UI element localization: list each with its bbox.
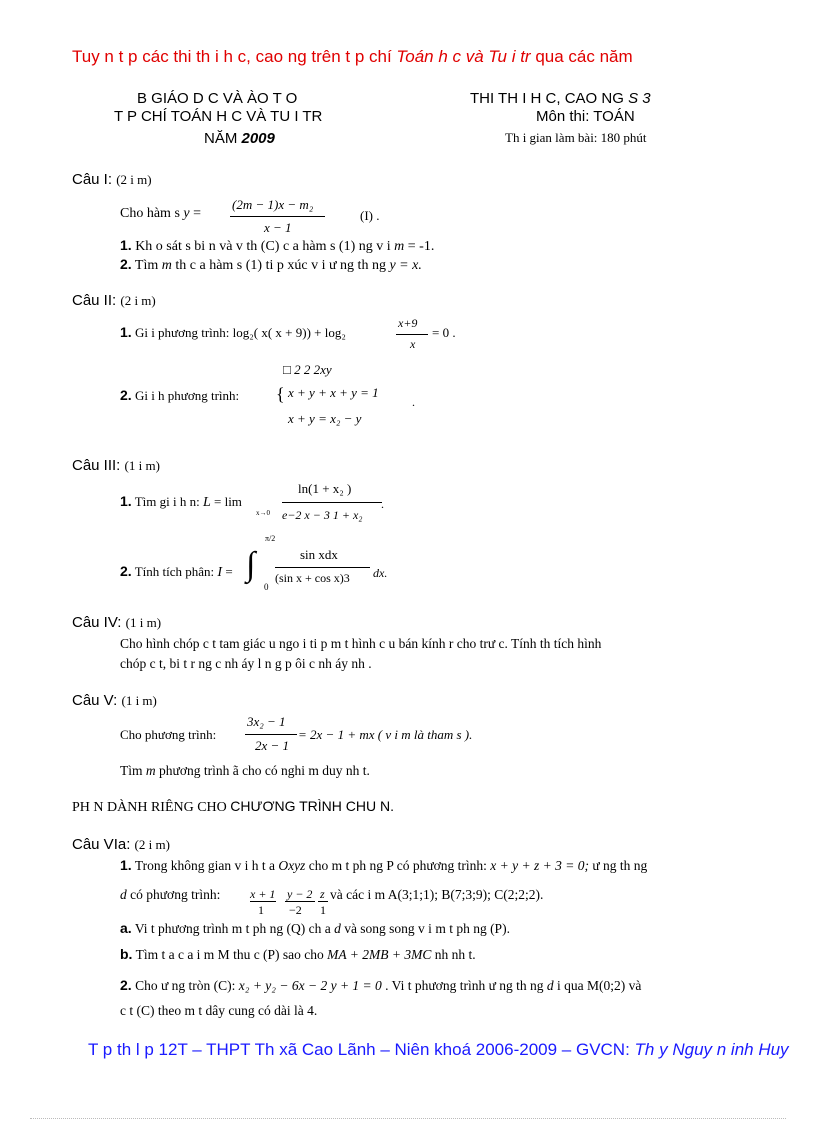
q6-part-b — [120, 946, 476, 963]
q3-integral-bar — [275, 567, 370, 568]
q6-line2-text: có phương trình: — [126, 887, 221, 902]
integral-icon: ∫ — [246, 546, 256, 583]
q3-limit-denominator: e−2 x − 3 1 + x₂ — [282, 508, 363, 522]
q6-part2-b: . Vi t phương trình ư ng th ng — [381, 978, 547, 993]
q5-line2-a: Tìm — [120, 763, 146, 778]
exam-title-text: THI TH I H C, CAO NG — [470, 90, 629, 107]
q6-part1-eq: x + y + z + 3 = 0; — [490, 858, 589, 873]
q5-heading — [72, 692, 157, 709]
q3-title: Câu III: — [72, 457, 121, 474]
exam-title — [470, 90, 651, 107]
q1-intro — [120, 206, 201, 222]
q6-points: (2 i m) — [134, 837, 170, 852]
q1-points: (2 i m) — [116, 172, 152, 187]
q2-frac-bar — [396, 334, 428, 335]
year-value: 2009 — [241, 130, 275, 147]
q2-frac-denominator: x — [410, 337, 416, 351]
exam-subject: Môn thi: TOÁN — [536, 108, 635, 125]
q1-part1-end: = -1. — [404, 239, 435, 254]
page-divider — [30, 1118, 786, 1119]
q6-frac2-den: −2 — [289, 903, 302, 917]
q2-part2 — [120, 387, 239, 405]
q3-integral-upper: π/2 — [265, 534, 276, 543]
q3-integral-numerator: sin xdx — [300, 547, 338, 562]
q6-part1-line2 — [120, 887, 220, 903]
q2-part2-num: 2. — [120, 387, 132, 403]
q1-label: (I) . — [360, 208, 380, 223]
q3-integral-denominator: (sin x + cos x)3 — [275, 571, 350, 585]
q6-part1-a: Trong không gian v i h t a — [131, 858, 279, 873]
q6-b-num: b. — [120, 946, 133, 962]
q6-frac3-bar — [318, 901, 328, 902]
q6-b-end: nh nh t. — [431, 947, 476, 962]
system-brace-icon: { — [276, 384, 285, 404]
section-heading — [72, 798, 394, 816]
q4-heading — [72, 614, 161, 631]
q6-part2-eq: x₂ + y₂ − 6x − 2 y + 1 = 0 — [238, 978, 382, 993]
q2-part1-text: Gi i phương trình: log₂( x( x + 9)) + log₂ — [131, 325, 346, 340]
ministry-name: B GIÁO D C VÀ ÀO T O — [137, 90, 298, 107]
q3-limit-bar — [282, 502, 382, 503]
q6-frac2-bar — [285, 901, 315, 902]
q5-line2 — [120, 763, 370, 779]
q2-system-top: □ 2 2 2xy — [283, 362, 332, 377]
q1-part2-num: 2. — [120, 256, 132, 272]
q5-numerator: 3x₂ − 1 — [247, 714, 286, 729]
q6-a-text: Vi t phương trình m t ph ng (Q) ch a — [131, 921, 335, 936]
q6-part2-line2: c t (C) theo m t dây cung có dài là 4. — [120, 1003, 318, 1018]
banner-suffix: qua các năm — [530, 47, 633, 66]
q6-part1-oxyz: Oxyz — [278, 858, 306, 873]
banner-prefix: Tuy n t p các thi th i h c, cao ng trên t p chí — [72, 47, 397, 66]
q3-limit-sub: x→0 — [256, 509, 270, 517]
q6-part1-c: ư ng th ng — [588, 858, 648, 873]
journal-name: T P CHÍ TOÁN H C VÀ TU I TR — [114, 108, 323, 125]
q4-title: Câu IV: — [72, 614, 122, 631]
q5-intro: Cho phương trình: — [120, 727, 217, 742]
q6-part1-b: cho m t ph ng P có phương trình: — [305, 858, 491, 873]
q3-part2-end: dx. — [373, 566, 388, 580]
q5-rhs: = 2x − 1 + mx ( v i m là tham s ). — [298, 727, 473, 742]
q5-line2-m: m — [145, 763, 156, 778]
q3-points: (1 i m) — [124, 458, 160, 473]
q3-part2-I: I — [217, 565, 223, 580]
q1-part2-a: Tìm — [131, 258, 162, 273]
footer-prefix: T p th l p 12T – THPT Th xã Cao Lãnh – Niên khoá 2006-2009 – GVCN: — [88, 1040, 635, 1059]
q3-part1-L: L — [202, 495, 211, 510]
q6-frac1-bar — [250, 901, 276, 902]
q6-part2-c: i qua M(0;2) và — [553, 978, 642, 993]
q6-a-end: và song song v i m t ph ng (P). — [340, 921, 510, 936]
q2-system-eq1: x + y + x + y = 1 — [288, 385, 379, 400]
q6-b-expr: MA + 2MB + 3MC — [327, 947, 432, 962]
q1-heading — [72, 171, 152, 188]
q4-line2: chóp c t, bi t r ng c nh áy l n g p ôi c nh áy nh . — [120, 656, 372, 671]
q6-part2-num: 2. — [120, 977, 132, 993]
q5-line2-b: phương trình ã cho có nghi m duy nh t. — [155, 763, 370, 778]
q4-points: (1 i m) — [125, 615, 162, 630]
q3-part1-lim: = lim — [210, 494, 242, 509]
q6-part2-d: d — [546, 978, 554, 993]
q2-heading — [72, 292, 156, 309]
year-line — [204, 130, 275, 147]
q6-frac3-den: 1 — [320, 903, 326, 917]
q6-heading — [72, 836, 170, 853]
q1-part1-text: Kh o sát s bi n và v th (C) c a hàm s (1) ng v i — [131, 239, 395, 254]
q1-part2-c: y = x. — [389, 258, 422, 273]
section-name: CHƯƠNG TRÌNH CHU N. — [230, 798, 394, 814]
q1-part2 — [120, 256, 422, 274]
q3-part1-num: 1. — [120, 493, 132, 509]
q6-frac1-num: x + 1 — [250, 887, 276, 901]
exam-time: Th i gian làm bài: 180 phút — [505, 130, 647, 145]
q5-points: (1 i m) — [121, 693, 157, 708]
q6-line2-end: và các i m A(3;1;1); B(7;3;9); C(2;2;2). — [330, 887, 544, 902]
q1-part2-b: th c a hàm s (1) ti p xúc v i ư ng th ng — [171, 258, 390, 273]
q3-integral-lower: 0 — [264, 582, 269, 592]
q2-system-dot: . — [412, 395, 415, 409]
q3-part2-eq: = — [222, 564, 233, 579]
q1-intro-text: Cho hàm s — [120, 206, 184, 221]
q6-frac3-num: z — [320, 887, 325, 901]
q5-fraction-bar — [245, 734, 297, 735]
q3-part1-end: . — [381, 497, 384, 511]
footer-name: Th y Nguy n inh Huy — [634, 1040, 789, 1059]
q1-fraction-denominator: x − 1 — [264, 220, 292, 235]
q5-denominator: 2x − 1 — [255, 738, 290, 753]
year-label: NĂM — [204, 130, 242, 147]
q3-part1-text: Tìm gi i h n: — [131, 494, 203, 509]
q2-part1 — [120, 324, 346, 342]
q4-line1: Cho hình chóp c t tam giác u ngo i ti p m t hình c u bán kính r cho trư c. Tính th tích hình — [120, 636, 602, 651]
q6-part2-a: Cho ư ng tròn (C): — [131, 978, 239, 993]
top-banner — [72, 47, 633, 67]
q5-title: Câu V: — [72, 692, 118, 709]
q3-limit-numerator: ln(1 + x₂ ) — [298, 481, 352, 496]
q6-frac2-num: y − 2 — [287, 887, 313, 901]
q6-line-d: d — [120, 887, 127, 902]
q3-part1 — [120, 493, 242, 511]
q1-fraction-bar — [230, 216, 325, 217]
q1-y: y — [183, 206, 190, 221]
q1-part1-m: m — [394, 239, 405, 254]
q2-title: Câu II: — [72, 292, 117, 309]
q2-system-eq2: x + y = x₂ − y — [288, 411, 362, 426]
q1-fraction-numerator: (2m − 1)x − m₂ — [232, 197, 314, 212]
q1-part1 — [120, 237, 434, 255]
section-prefix: PH N DÀNH RIÊNG CHO — [72, 800, 231, 815]
q2-part1-end: = 0 . — [432, 325, 456, 340]
q6-part2 — [120, 977, 641, 994]
q1-eq: = — [189, 206, 202, 221]
q1-part1-num: 1. — [120, 237, 132, 253]
q1-part2-m: m — [161, 258, 172, 273]
q2-points: (2 i m) — [120, 293, 156, 308]
q6-b-text: Tìm t a c a i m M thu c (P) sao cho — [132, 947, 328, 962]
banner-journal: Toán h c và Tu i tr — [396, 47, 531, 66]
q3-part2-num: 2. — [120, 563, 132, 579]
q3-part2 — [120, 563, 233, 581]
q2-part1-num: 1. — [120, 324, 132, 340]
q6-a-num: a. — [120, 920, 132, 936]
q6-part1-num: 1. — [120, 857, 132, 873]
q6-part1 — [120, 857, 647, 874]
q6-part-a — [120, 920, 510, 937]
q2-part2-text: Gi i h phương trình: — [131, 388, 240, 403]
q3-part2-text: Tính tích phân: — [131, 564, 218, 579]
footer — [88, 1040, 789, 1060]
exam-issue: S 3 — [628, 90, 651, 107]
q6-frac1-den: 1 — [258, 903, 264, 917]
q1-title: Câu I: — [72, 171, 113, 188]
q3-heading — [72, 457, 160, 474]
q6-title: Câu VIa: — [72, 836, 131, 853]
q2-frac-numerator: x+9 — [398, 316, 418, 330]
q6-a-d: d — [334, 921, 341, 936]
